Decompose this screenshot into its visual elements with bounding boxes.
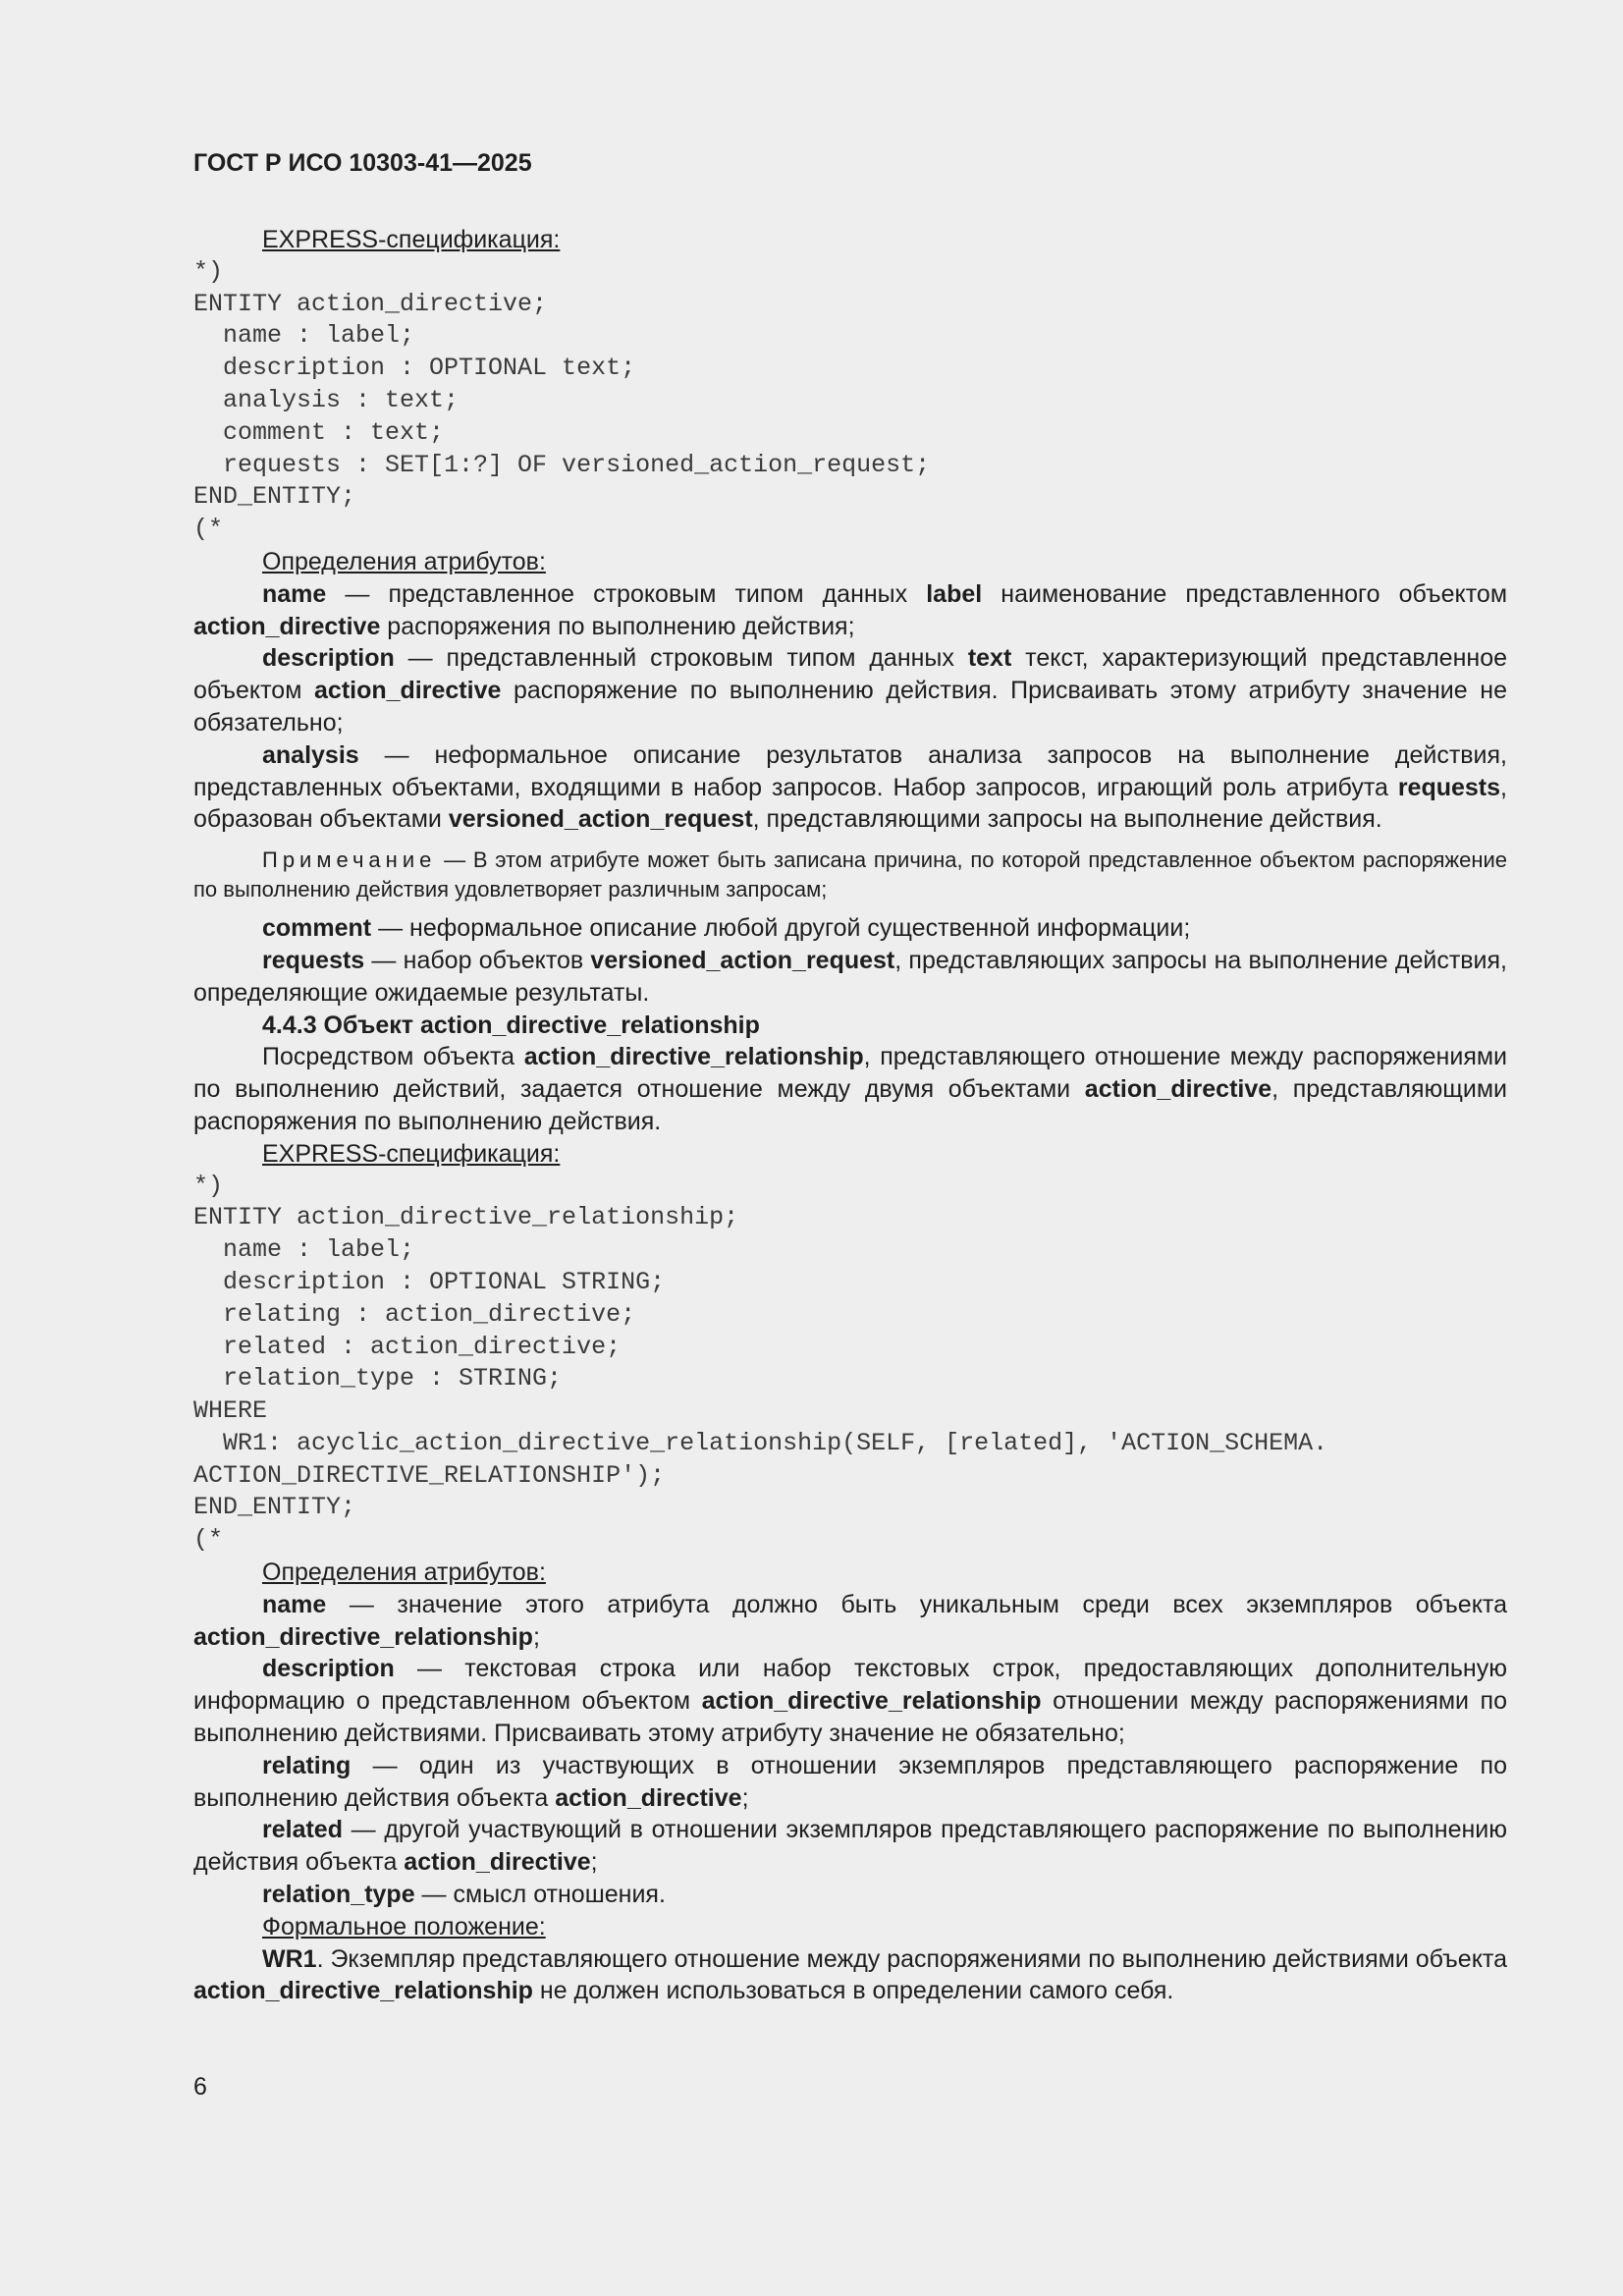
paragraph-related	[193, 1814, 1507, 1879]
code-line: (*	[193, 1525, 224, 1555]
text-segment: ;	[590, 1848, 598, 1877]
text-segment: , образован объектами	[193, 773, 1507, 834]
term: name	[262, 579, 327, 608]
code-line: name : label;	[193, 321, 415, 351]
code-line: description : OPTIONAL STRING;	[193, 1267, 666, 1296]
attribute-definitions-label: Определения атрибутов:	[262, 547, 546, 575]
text-segment: ;	[532, 1622, 540, 1651]
document-header: ГОСТ Р ИСО 10303-41—2025	[193, 149, 532, 177]
term: name	[262, 1590, 327, 1618]
page-content	[193, 224, 1507, 2007]
text-segment: наименование представленного объектом	[982, 579, 1507, 608]
code-line: requests : SET[1:?] OF versioned_action_request;	[193, 450, 931, 479]
code-line: name : label;	[193, 1235, 415, 1265]
page-number: 6	[193, 2073, 207, 2101]
code-line: WR1: acyclic_action_directive_relationship(SELF, [related], 'ACTION_SCHEMA.	[193, 1428, 1328, 1457]
paragraph-intro	[193, 1041, 1507, 1137]
text-segment: — набор объектов	[364, 946, 591, 974]
term: action_directive_relationship	[193, 1977, 533, 2005]
text-segment: — другой участвующий в отношении экземпляров представляющего распоряжение по выполнению действия объекта	[193, 1816, 1507, 1877]
note-label: Примечание	[262, 847, 437, 873]
text-segment: , представляющих запросы на выполнение действия, определяющие ожидаемые результаты.	[193, 946, 1507, 1007]
term: versioned_action_request	[590, 946, 895, 974]
term: action_directive	[1084, 1075, 1272, 1104]
paragraph-wr1	[193, 1943, 1507, 2008]
code-line: END_ENTITY;	[193, 1493, 356, 1522]
text-segment: — один из участвующих в отношении экземпляров представляющего распоряжение по выполнению действия объекта	[193, 1751, 1507, 1812]
express-spec-label-2: EXPRESS-спецификация:	[262, 1139, 561, 1168]
code-line: ENTITY action_directive;	[193, 289, 548, 318]
term: description	[262, 644, 395, 673]
text-segment: распоряжения по выполнению действия;	[380, 612, 855, 640]
text-segment: , представляющими запросы на выполнение действия.	[752, 805, 1382, 834]
paragraph-relation-type	[193, 1879, 1507, 1911]
paragraph-name	[193, 578, 1507, 643]
term: comment	[262, 914, 372, 943]
express-spec-label: EXPRESS-спецификация:	[262, 226, 561, 253]
term: related	[262, 1816, 343, 1844]
term: action_directive_relationship	[193, 1622, 533, 1651]
code-line: description : OPTIONAL text;	[193, 354, 636, 383]
code-line: related : action_directive;	[193, 1332, 622, 1361]
paragraph-analysis	[193, 739, 1507, 836]
code-line: relation_type : STRING;	[193, 1364, 563, 1394]
note-text: — В этом атрибуте может быть записана причина, по которой представленное объектом распоряжение по выполнению действия удовлетворяет различным запросам;	[193, 847, 1507, 902]
code-line: *)	[193, 256, 224, 286]
text-segment: — представленный строковым типом данных	[394, 644, 968, 673]
text-segment: отношении между распоряжениями по выполнению действиями. Присваивать этому атрибуту значение не обязательно;	[193, 1687, 1507, 1748]
code-block-action-directive	[193, 256, 1507, 546]
code-line: ENTITY action_directive_relationship;	[193, 1203, 739, 1232]
note	[193, 846, 1507, 904]
paragraph-description	[193, 642, 1507, 738]
text-segment: — неформальное описание любой другой существенной информации;	[371, 914, 1191, 943]
term: versioned_action_request	[448, 805, 753, 834]
text-segment: . Экземпляр представляющего отношение между распоряжениями по выполнению действиями объекта	[316, 1944, 1507, 1973]
code-line: ACTION_DIRECTIVE_RELATIONSHIP');	[193, 1460, 666, 1490]
text-segment: — значение этого атрибута должно быть уникальным среди всех экземпляров объекта	[326, 1590, 1507, 1618]
term: action_directive_relationship	[701, 1687, 1042, 1716]
text-segment: , представляющего отношение между распоряжениями по выполнению действий, задается отношение между двумя объектами	[193, 1043, 1508, 1104]
paragraph-name-2	[193, 1589, 1507, 1654]
code-line: (*	[193, 515, 224, 544]
term: action_directive	[193, 612, 381, 640]
text-segment: — представленное строковым типом данных	[326, 579, 927, 608]
formal-proposition-label: Формальное положение:	[262, 1912, 546, 1941]
code-line: WHERE	[193, 1396, 268, 1426]
section-heading: 4.4.3 Объект action_directive_relationship	[262, 1011, 760, 1039]
term: WR1	[262, 1944, 317, 1973]
term: action_directive	[555, 1783, 742, 1812]
term: description	[262, 1655, 395, 1683]
code-block-action-directive-relationship	[193, 1171, 1507, 1558]
code-line: comment : text;	[193, 417, 445, 447]
code-line: analysis : text;	[193, 385, 460, 414]
text-segment: текст, характеризующий представленное объектом	[193, 644, 1508, 705]
paragraph-relating	[193, 1750, 1507, 1815]
text-segment: Посредством объекта	[262, 1043, 524, 1071]
term: relation_type	[262, 1881, 415, 1909]
paragraph-description-2	[193, 1653, 1507, 1749]
text-segment: не должен использоваться в определении самого себя.	[532, 1977, 1174, 2005]
code-line: END_ENTITY;	[193, 482, 356, 512]
term: action_directive	[404, 1848, 591, 1877]
code-line: *)	[193, 1171, 224, 1200]
text-segment: — текстовая строка или набор текстовых строк, предоставляющих дополнительную информацию о представленном объектом	[193, 1655, 1507, 1716]
term: requests	[1397, 773, 1501, 801]
term: relating	[262, 1751, 352, 1779]
text-segment: распоряжение по выполнению действия. Присваивать этому атрибуту значение не обязательно;	[193, 677, 1507, 737]
term: action_directive	[314, 677, 502, 705]
code-line: relating : action_directive;	[193, 1299, 636, 1329]
term: action_directive_relationship	[523, 1043, 864, 1071]
paragraph-requests	[193, 945, 1507, 1010]
term: requests	[262, 946, 365, 974]
term: analysis	[262, 740, 359, 769]
text-segment: — смысл отношения.	[414, 1881, 666, 1909]
attribute-definitions-label-2: Определения атрибутов:	[262, 1558, 546, 1587]
term: label	[926, 579, 983, 608]
paragraph-comment	[193, 912, 1507, 945]
text-segment: , представляющими распоряжения по выполнению действия.	[193, 1075, 1507, 1135]
text-segment: ;	[741, 1783, 749, 1812]
term: text	[967, 644, 1012, 673]
text-segment: — неформальное описание результатов анализа запросов на выполнение действия, представленных объектами, входящими в набор запросов. Набор запросов, играющий роль атрибута	[193, 740, 1507, 801]
